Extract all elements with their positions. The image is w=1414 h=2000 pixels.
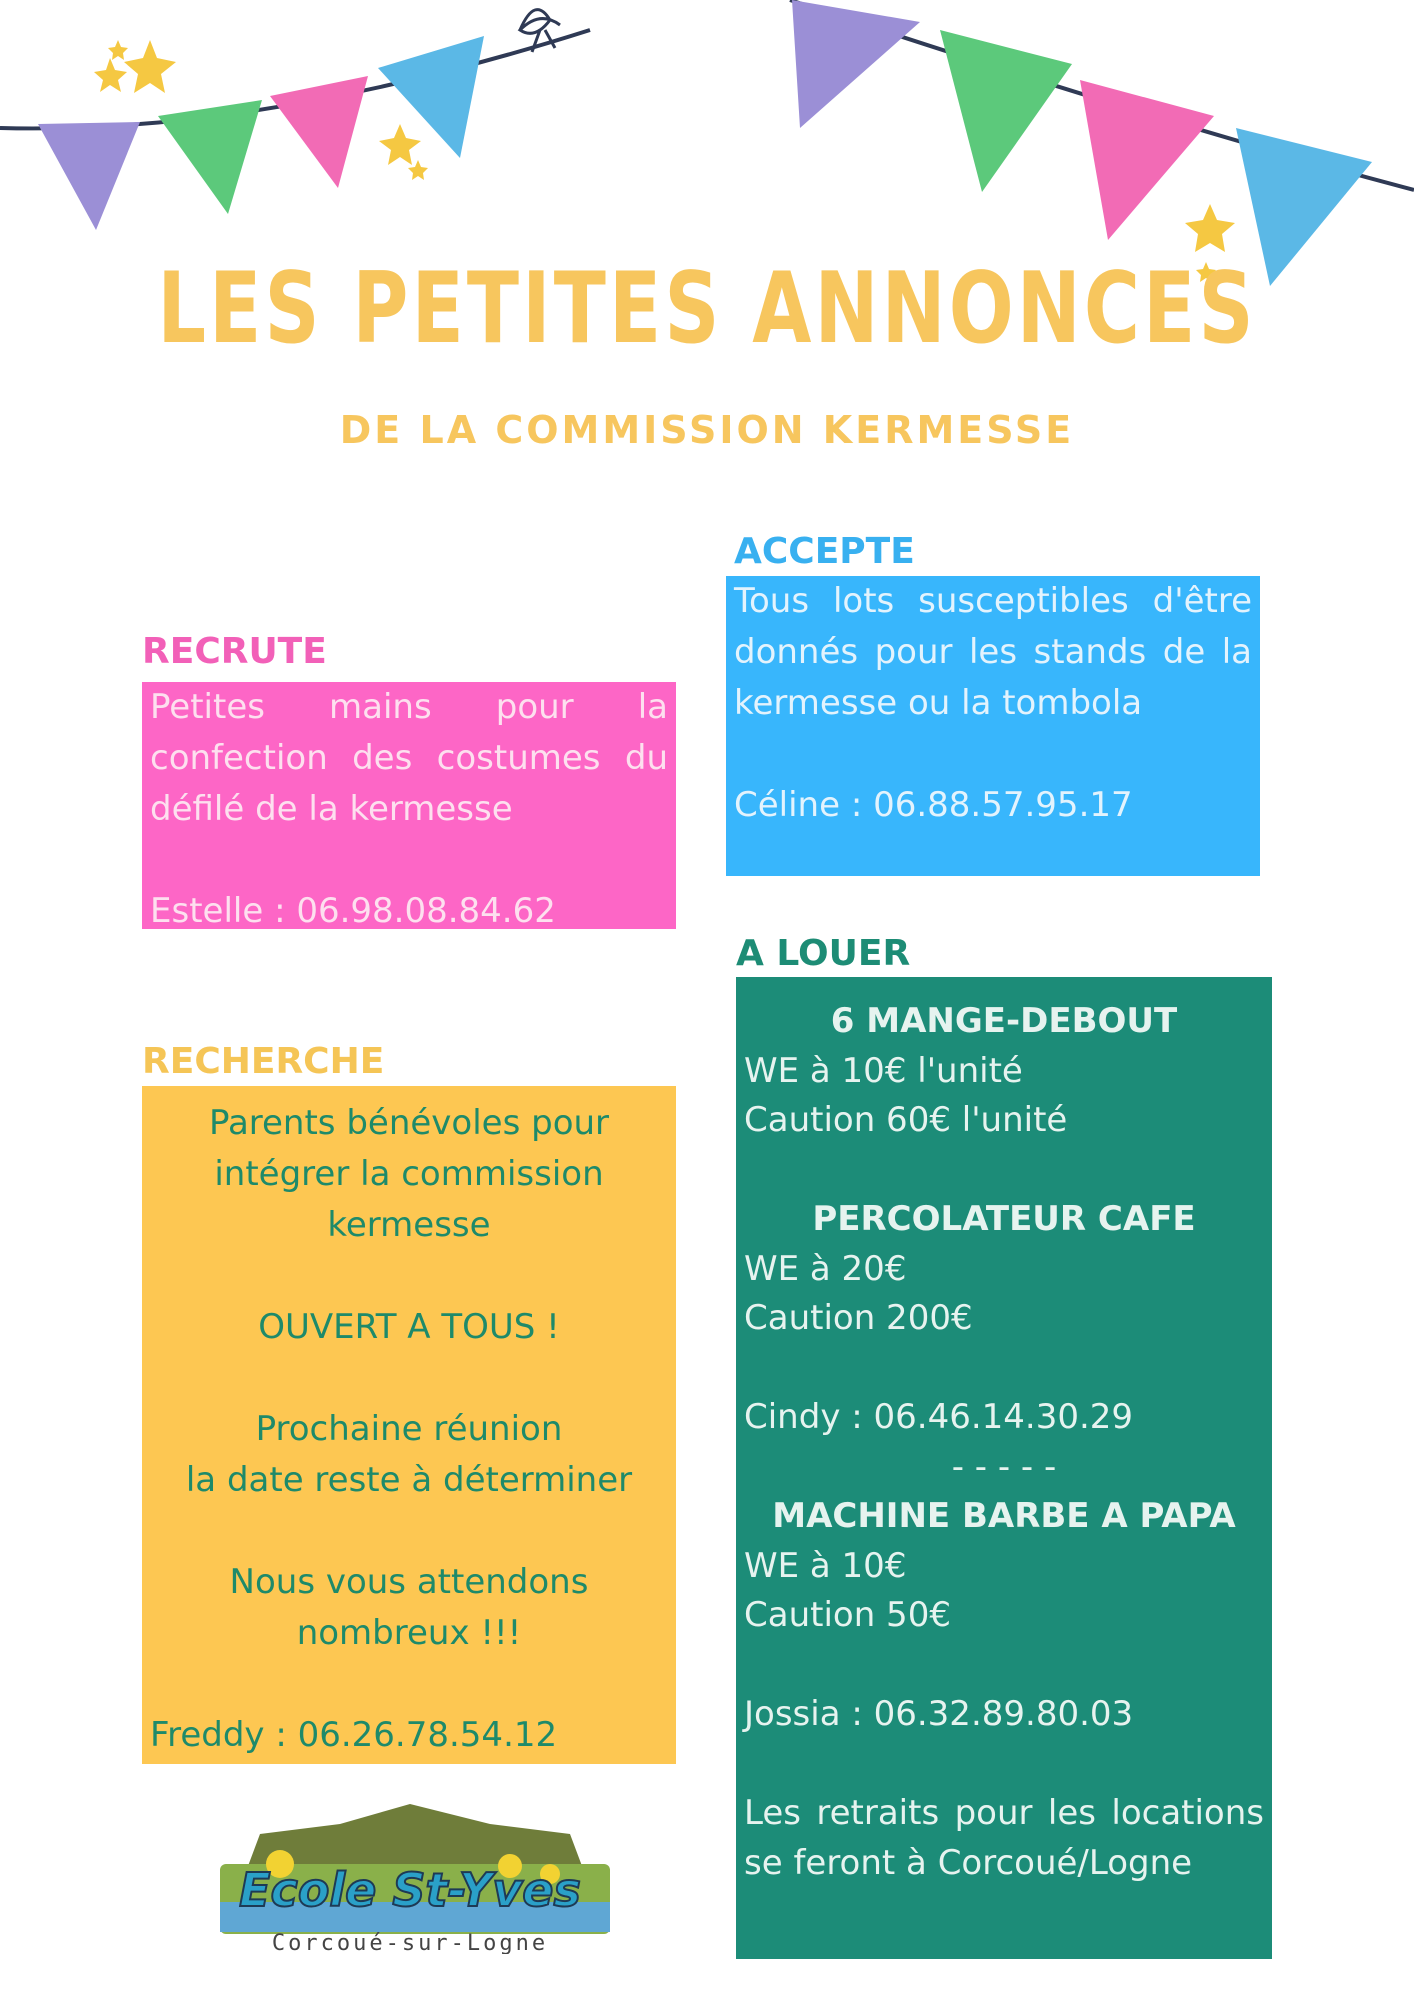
louer-note: Les retraits pour les locations se feront à Corcoué/Logne <box>744 1793 1264 1883</box>
accepte-heading: ACCEPTE <box>734 531 915 572</box>
recherche-line: kermesse <box>327 1205 491 1245</box>
recherche-box <box>142 1086 676 1764</box>
school-logo-place: Corcoué-sur-Logne <box>271 1931 549 1954</box>
louer-item-title: 6 MANGE-DEBOUT <box>830 1001 1178 1041</box>
accepte-box <box>726 576 1260 876</box>
louer-heading: A LOUER <box>736 933 911 974</box>
page-subtitle: DE LA COMMISSION KERMESSE <box>339 408 1075 452</box>
recherche-heading: RECHERCHE <box>142 1041 385 1082</box>
recherche-open: OUVERT A TOUS ! <box>258 1307 560 1347</box>
louer-item-line: Caution 60€ l'unité <box>744 1100 1068 1140</box>
recrute-box <box>142 682 676 929</box>
accepte-contact: Céline : 06.88.57.95.17 <box>734 785 1133 825</box>
louer-item-line: WE à 10€ <box>744 1545 907 1586</box>
flag-purple-left <box>38 122 140 230</box>
recherche-wait: nombreux !!! <box>296 1613 522 1653</box>
school-logo-name: Ecole St-Yves <box>239 1863 581 1917</box>
flag-purple-right <box>792 0 920 128</box>
louer-contact: Jossia : 06.32.89.80.03 <box>744 1694 1134 1734</box>
flag-pink-right <box>1080 80 1214 240</box>
recherche-wait: Nous vous attendons <box>229 1562 589 1602</box>
recrute-contact: Estelle : 06.98.08.84.62 <box>150 891 556 931</box>
flag-pink-left <box>270 76 368 188</box>
recherche-contact: Freddy : 06.26.78.54.12 <box>150 1715 558 1755</box>
louer-item-line: Caution 200€ <box>744 1298 973 1338</box>
louer-item-line: WE à 10€ l'unité <box>744 1050 1023 1091</box>
school-logo <box>190 1794 630 1954</box>
louer-item-title: PERCOLATEUR CAFE <box>812 1199 1196 1239</box>
flag-green-left <box>158 100 262 214</box>
recrute-heading: RECRUTE <box>142 631 327 672</box>
recherche-line: intégrer la commission <box>214 1154 604 1194</box>
louer-separator: - - - - - <box>951 1446 1057 1487</box>
recherche-line: Parents bénévoles pour <box>208 1103 610 1143</box>
louer-item-line: WE à 20€ <box>744 1248 907 1289</box>
recherche-meeting: la date reste à déterminer <box>185 1460 633 1500</box>
page-title: LES PETITES ANNONCES <box>157 252 1257 366</box>
louer-box <box>736 977 1272 1959</box>
recherche-meeting: Prochaine réunion <box>255 1409 563 1449</box>
accepte-text: Tous lots susceptibles d'être donnés pour les stands de la kermesse ou la tombola <box>734 581 1252 723</box>
louer-item-line: Caution 50€ <box>744 1595 951 1635</box>
louer-item-title: MACHINE BARBE A PAPA <box>772 1496 1236 1536</box>
recrute-text: Petites mains pour la confection des costumes du défilé de la kermesse <box>150 687 668 829</box>
star-icon <box>94 40 1235 282</box>
flag-green-right <box>940 30 1072 192</box>
louer-contact: Cindy : 06.46.14.30.29 <box>744 1397 1134 1437</box>
